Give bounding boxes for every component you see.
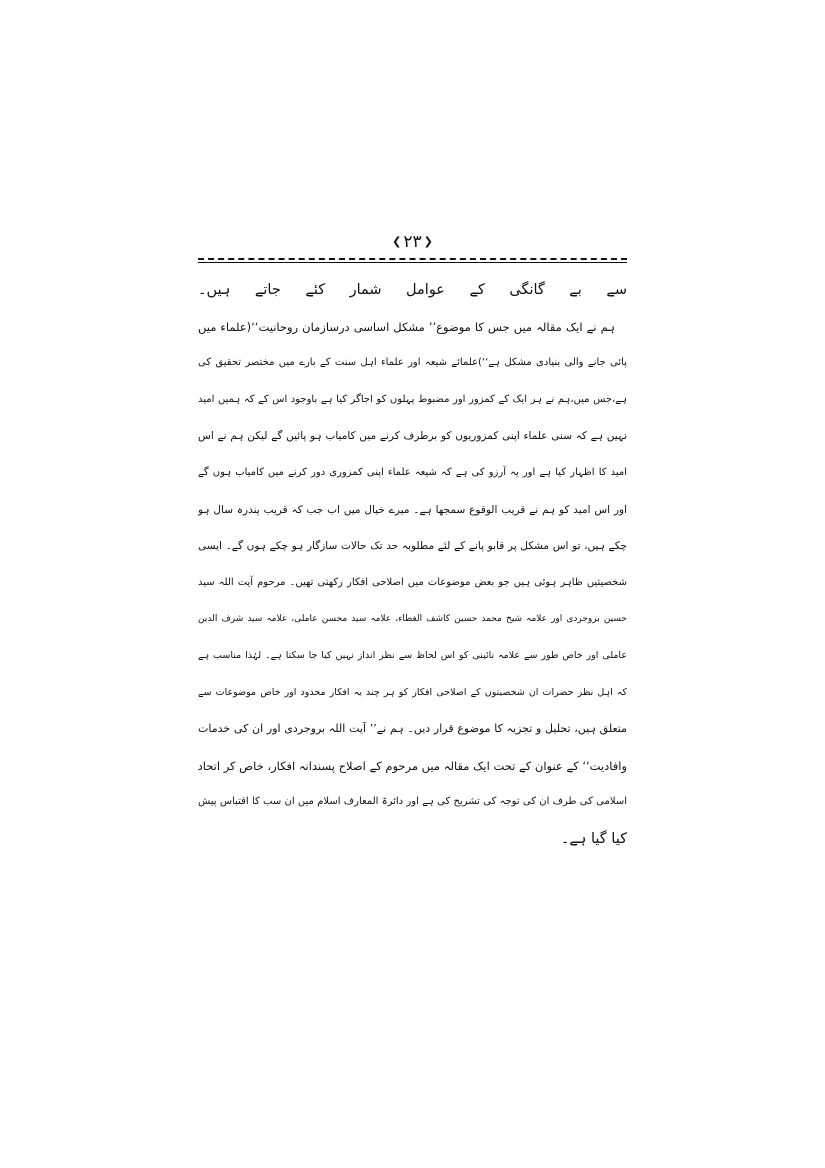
header-dashed-rule: [198, 258, 627, 260]
text-line: کیا گیا ہے۔: [560, 830, 627, 847]
page-number: [198, 232, 627, 252]
text-line: حسین بروجردی اور علامہ شیخ محمد حسین کاشف الغطاء، علامہ سید محسن عاملی، علامہ سید شرف الدین: [198, 614, 627, 625]
text-line: ہم نے ایک مقالہ میں جس کا موضوع’’ مشکل اساسی درسازمان روحانیت‘‘(علماء میں: [198, 319, 615, 334]
text-line: شخصیتیں ظاہر ہوئی ہیں جو بعض موضوعات میں اصلاحی افکار رکھتی تھیں۔ مرحوم آیت اللہ سید: [198, 576, 627, 588]
text-line: اسلامی کی طرف ان کی توجہ کی تشریح کی ہے اور دائرۃ المعارف اسلام میں ان سب کا اقتباس پیش: [198, 796, 627, 808]
text-line: کہ اہل نظر حضرات ان شخصیتوں کے اصلاحی افکار کو ہر چند یہ افکار محدود اور خاص موضوعات سے: [198, 686, 627, 698]
header-solid-rule: [198, 262, 627, 263]
page-header: [198, 232, 627, 266]
text-line: چکے ہیں، تو اس مشکل پر قابو پانے کے لئے مطلوبہ حد تک حالات سازگار ہو چکے ہوں گے۔ ایسی: [198, 540, 627, 553]
text-line: امید کا اظہار کیا ہے اور یہ آرزو کی ہے کہ شیعہ علماء اپنی کمزوری دور کرنے میں کامیاب ہوں گے: [198, 466, 627, 478]
ornament-left-icon: ❮: [392, 235, 402, 248]
ornament-right-icon: ❯: [423, 235, 433, 248]
text-line: اور اس امید کو ہم نے قریب الوقوع سمجھا ہے۔ میرے خیال میں اب جب کہ قریب پندرہ سال ہو: [198, 503, 627, 516]
text-line: متعلق ہیں، تحلیل و تجزیہ کا موضوع قرار دیں۔ ہم نے’’ آیت اللہ بروجردی اور ان کی خدمات: [198, 722, 627, 736]
text-line: عاملی اور خاص طور سے علامہ نائینی کو اس لحاظ سے نظر انداز نہیں کیا جا سکتا ہے۔ لہٰذا مناسب ہے: [198, 649, 627, 661]
text-line: وافادیت‘‘ کے عنوان کے تحت ایک مقالہ میں مرحوم کے اصلاح پسندانہ افکار، خاص کر اتحاد: [198, 758, 627, 773]
body-text: [198, 272, 627, 858]
page-number-text: ۲۳: [403, 232, 422, 252]
text-line: پائی جانے والی بنیادی مشکل ہے‘‘)علمائے شیعہ اور علماء اہل سنت کے بارے میں مختصر تحقیق کی: [198, 357, 627, 369]
text-line: سے بے گانگی کے عوامل شمار کئے جاتے ہیں۔: [198, 282, 627, 298]
text-line: نہیں ہے کہ سنی علماء اپنی کمزوریوں کو برطرف کرنے میں کامیاب ہو پائیں گے لیکن ہم نے اس: [198, 430, 627, 443]
text-line: ہے،جس میں،ہم نے ہر ایک کے کمزور اور مضبوط پہلوں کو اجاگر کیا ہے باوجود اس کے کہ ہمیں امید: [198, 393, 627, 405]
